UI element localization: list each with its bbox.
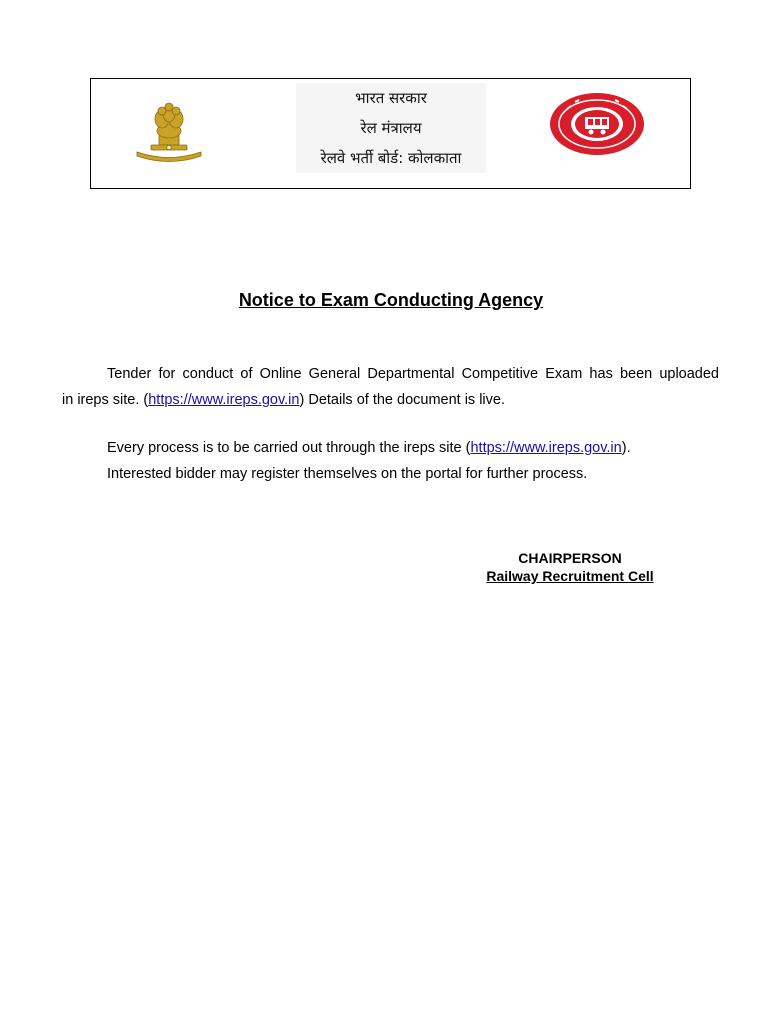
signature-block (470, 549, 670, 585)
letterhead (90, 78, 691, 189)
signatory-role: CHAIRPERSON (518, 550, 622, 566)
title-line-ministry: रेल मंत्रालय (360, 119, 422, 137)
body-paragraph-1-line-1: Tender for conduct of Online General Departmental Competitive Exam has been uploaded (107, 366, 719, 382)
title-line-board: रेलवे भर्ती बोर्ड: कोलकाता (320, 149, 462, 167)
national-emblem-icon (129, 97, 209, 167)
ireps-link-2[interactable]: https://www.ireps.gov.in (470, 440, 622, 456)
body-paragraph-2-line-2: Interested bidder may register themselves on the portal for further process. (107, 466, 588, 482)
body-paragraph-2-line-1 (107, 435, 631, 461)
para2-text-before-link: Every process is to be carried out through the ireps site ( (107, 440, 471, 456)
title-line-government: भारत सरकार (355, 89, 427, 107)
signatory-office: Railway Recruitment Cell (486, 568, 654, 584)
organization-title-block (296, 83, 486, 173)
body-paragraph-1-line-2 (62, 387, 505, 413)
para1-text-after-link: ) Details of the document is live. (299, 392, 505, 408)
para2-text-after-link: ). (621, 440, 631, 456)
indian-railways-logo-icon (547, 91, 647, 157)
para1-text-before-link: in ireps site. ( (62, 392, 149, 408)
ireps-link[interactable]: https://www.ireps.gov.in (148, 392, 300, 408)
notice-title: Notice to Exam Conducting Agency (238, 290, 544, 310)
